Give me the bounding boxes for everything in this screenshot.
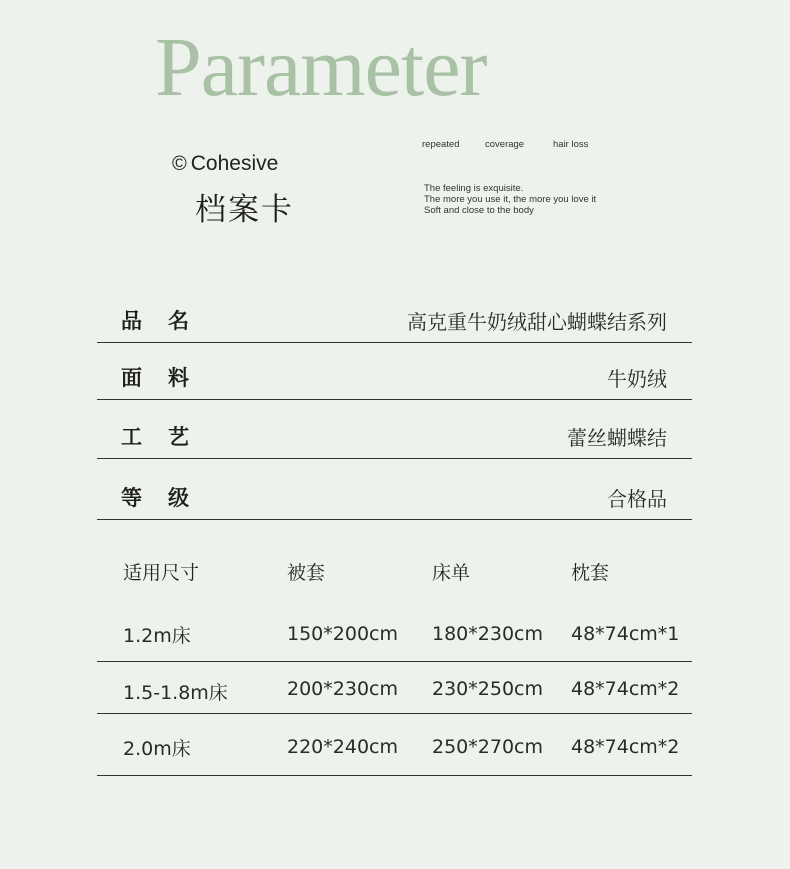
param-row-name [97,296,692,343]
table-cell: 1.5-1.8m床 [123,682,228,704]
param-value: 高克重牛奶绒甜心蝴蝶结系列 [407,310,667,334]
card-title: 档案卡 [195,192,294,228]
row-divider [97,713,692,714]
tag: repeated [422,139,460,150]
tag: coverage [485,139,525,150]
page-title: Parameter [155,21,487,114]
brand-logo [172,152,278,176]
param-value: 合格品 [607,487,667,511]
param-label: 品名 [121,309,215,333]
size-header-cell: 被套 [287,562,326,584]
table-cell: 1.2m床 [123,625,191,647]
param-label: 工艺 [121,425,215,449]
param-row-craft [97,410,692,459]
size-header-cell: 适用尺寸 [123,562,200,584]
copyright-icon: © [172,153,187,175]
table-cell: 48*74cm*2 [571,736,680,758]
tagline-line: The more you use it, the more you love it [424,194,597,205]
table-cell: 220*240cm [287,736,398,758]
param-row-grade [97,469,692,520]
row-divider [97,775,692,776]
param-row-fabric [97,353,692,400]
table-cell: 150*200cm [287,623,398,645]
table-cell: 48*74cm*2 [571,678,680,700]
param-value: 牛奶绒 [607,367,667,391]
size-header-cell: 枕套 [571,562,610,584]
tagline-line: Soft and close to the body [424,205,534,216]
size-header-cell: 床单 [432,562,471,584]
row-divider [97,661,692,662]
param-label: 面料 [121,366,215,390]
param-value: 蕾丝蝴蝶结 [567,426,667,450]
table-cell: 48*74cm*1 [571,623,680,645]
table-cell: 180*230cm [432,623,543,645]
table-cell: 200*230cm [287,678,398,700]
brand-name: Cohesive [190,152,279,175]
tag: hair loss [553,139,589,150]
table-cell: 2.0m床 [123,738,191,760]
table-cell: 250*270cm [432,736,543,758]
tagline [424,183,596,216]
table-cell: 230*250cm [432,678,543,700]
size-table-header [0,558,790,584]
param-label: 等级 [121,486,215,510]
tagline-line: The feeling is exquisite. [424,183,524,194]
